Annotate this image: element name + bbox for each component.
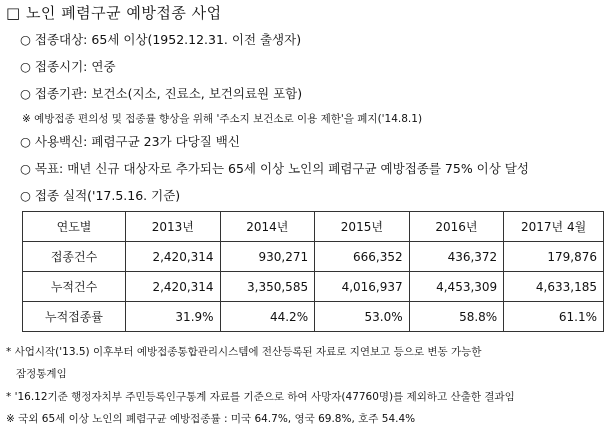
table-row bbox=[23, 272, 604, 302]
row-label: 누적접종률 bbox=[23, 302, 126, 332]
table-cell: 58.8% bbox=[409, 302, 504, 332]
note-policy: ※ 예방접종 편의성 및 접종률 향상을 위해 '주소지 보건소로 이용 제한'을 폐지('14.8.1) bbox=[22, 113, 423, 125]
table-cell: 666,352 bbox=[315, 242, 410, 272]
table-header-cell: 연도별 bbox=[23, 212, 126, 242]
table-cell: 44.2% bbox=[220, 302, 315, 332]
table-cell: 2,420,314 bbox=[126, 272, 221, 302]
table-cell: 61.1% bbox=[504, 302, 604, 332]
footnote: * '16.12기준 행정자치부 주민등록인구통계 자료를 기준으로 하여 사망자(47760명)를 제외하고 산출한 결과임 bbox=[6, 391, 515, 403]
item-period: ○ 접종시기: 연중 bbox=[20, 59, 116, 74]
table-cell: 4,016,937 bbox=[315, 272, 410, 302]
table-cell: 179,876 bbox=[504, 242, 604, 272]
page-title: □ 노인 폐렴구균 예방접종 사업 bbox=[6, 4, 222, 22]
table-header-cell: 2013년 bbox=[126, 212, 221, 242]
table-header-cell: 2015년 bbox=[315, 212, 410, 242]
item-performance: ○ 접종 실적('17.5.16. 기준) bbox=[20, 188, 181, 203]
table-cell: 930,271 bbox=[220, 242, 315, 272]
table-cell: 4,633,185 bbox=[504, 272, 604, 302]
table-cell: 2,420,314 bbox=[126, 242, 221, 272]
table-row bbox=[23, 242, 604, 272]
footnote: * 사업시작('13.5) 이후부터 예방접종통합관리시스템에 전산등록된 자료로 지연보고 등으로 변동 가능한 bbox=[6, 346, 482, 358]
table-header-cell: 2016년 bbox=[409, 212, 504, 242]
table-cell: 3,350,585 bbox=[220, 272, 315, 302]
table-row bbox=[23, 302, 604, 332]
table-cell: 53.0% bbox=[315, 302, 410, 332]
footnote-continuation: 잠정통계임 bbox=[16, 368, 67, 380]
footnote: ※ 국외 65세 이상 노인의 폐렴구균 예방접종률 : 미국 64.7%, 영국 69.8%, 호주 54.4% bbox=[6, 413, 416, 425]
table-cell: 31.9% bbox=[126, 302, 221, 332]
item-vaccine: ○ 사용백신: 폐렴구균 23가 다당질 백신 bbox=[20, 134, 240, 149]
table-cell: 436,372 bbox=[409, 242, 504, 272]
item-goal: ○ 목표: 매년 신규 대상자로 추가되는 65세 이상 노인의 폐렴구균 예방접종를 75% 이상 달성 bbox=[20, 161, 529, 176]
item-institution: ○ 접종기관: 보건소(지소, 진료소, 보건의료원 포함) bbox=[20, 86, 303, 101]
item-target: ○ 접종대상: 65세 이상(1952.12.31. 이전 출생자) bbox=[20, 32, 302, 47]
table-cell: 4,453,309 bbox=[409, 272, 504, 302]
table-header-cell: 2017년 4월 bbox=[504, 212, 604, 242]
row-label: 누적건수 bbox=[23, 272, 126, 302]
table-header-row bbox=[23, 212, 604, 242]
performance-table bbox=[22, 211, 604, 332]
row-label: 접종건수 bbox=[23, 242, 126, 272]
table-header-cell: 2014년 bbox=[220, 212, 315, 242]
